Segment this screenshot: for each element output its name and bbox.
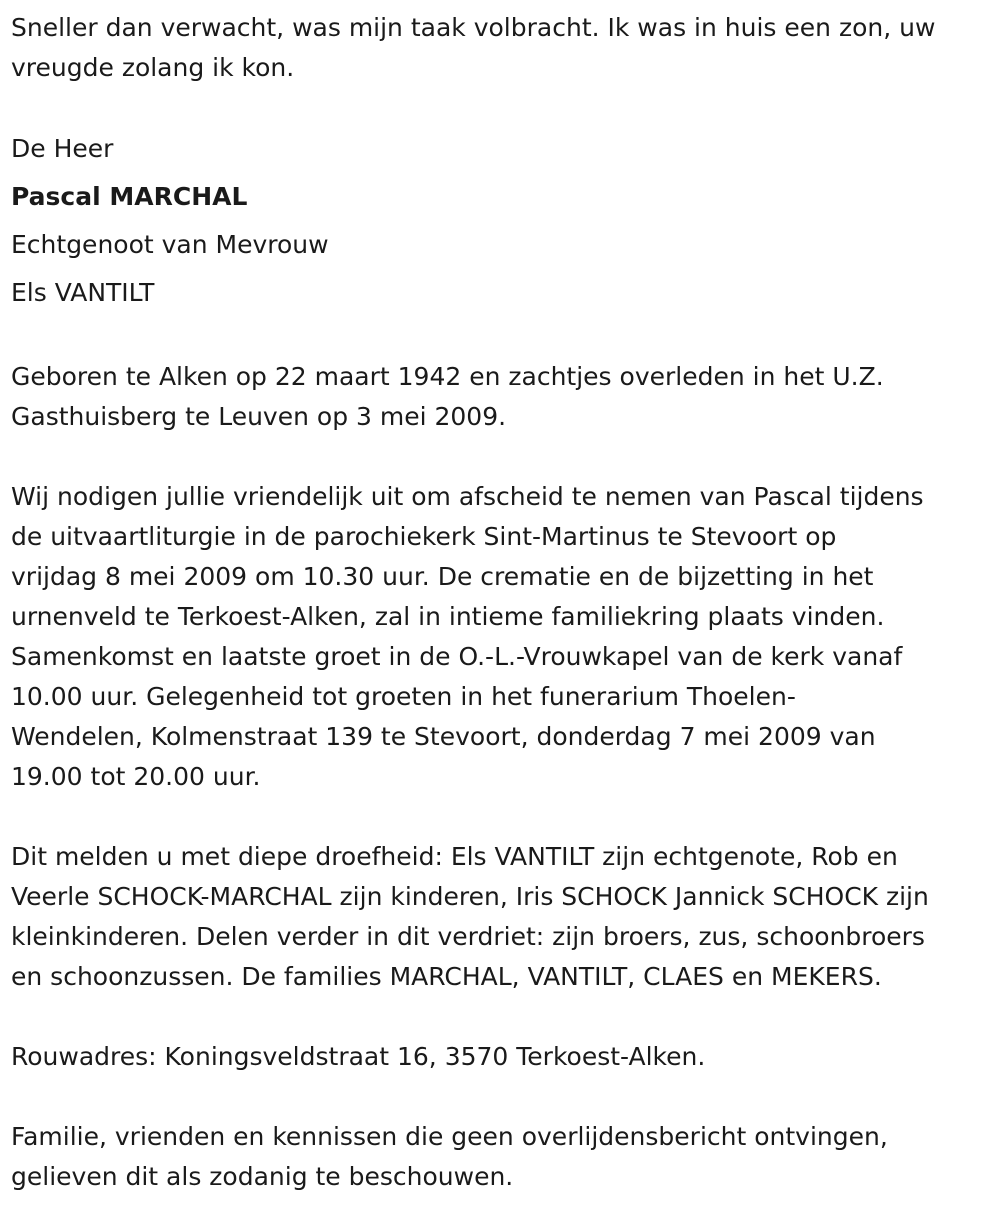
ceremony-line: 19.00 tot 20.00 uur. [11, 762, 261, 791]
intro-line: vreugde zolang ik kon. [11, 53, 295, 82]
deceased-name: Pascal MARCHAL [11, 182, 248, 211]
family-line: Dit melden u met diepe droefheid: Els VANTILT zijn echtgenote, Rob en [11, 842, 898, 871]
family-line: en schoonzussen. De families MARCHAL, VANTILT, CLAES en MEKERS. [11, 962, 882, 991]
ceremony-line: Samenkomst en laatste groet in de O.-L.-Vrouwkapel van de kerk vanaf [11, 642, 903, 671]
family-line: kleinkinderen. Delen verder in dit verdriet: zijn broers, zus, schoonbroers [11, 922, 925, 951]
ceremony-line: de uitvaartliturgie in de parochiekerk Sint-Martinus te Stevoort op [11, 522, 837, 551]
closing-line: Familie, vrienden en kennissen die geen overlijdensbericht ontvingen, [11, 1122, 888, 1151]
family-paragraph [11, 837, 1000, 997]
ceremony-line: Wij nodigen jullie vriendelijk uit om afscheid te nemen van Pascal tijdens [11, 482, 924, 511]
address-paragraph [11, 1037, 1000, 1077]
birth-death-line: Geboren te Alken op 22 maart 1942 en zachtjes overleden in het U.Z. [11, 362, 884, 391]
spouse-name: Els VANTILT [11, 278, 155, 307]
birth-death-line: Gasthuisberg te Leuven op 3 mei 2009. [11, 402, 507, 431]
salutation: De Heer [11, 134, 114, 163]
deceased-block [11, 125, 1000, 317]
intro-line: Sneller dan verwacht, was mijn taak volbracht. Ik was in huis een zon, uw [11, 13, 936, 42]
relation-text: Echtgenoot van Mevrouw [11, 230, 329, 259]
family-line: Veerle SCHOCK-MARCHAL zijn kinderen, Iris SCHOCK Jannick SCHOCK zijn [11, 882, 929, 911]
ceremony-line: vrijdag 8 mei 2009 om 10.30 uur. De crematie en de bijzetting in het [11, 562, 874, 591]
intro-paragraph [11, 8, 1000, 88]
mourning-address: Rouwadres: Koningsveldstraat 16, 3570 Terkoest-Alken. [11, 1042, 706, 1071]
ceremony-line: 10.00 uur. Gelegenheid tot groeten in het funerarium Thoelen- [11, 682, 796, 711]
ceremony-line: Wendelen, Kolmenstraat 139 te Stevoort, donderdag 7 mei 2009 van [11, 722, 876, 751]
closing-line: gelieven dit als zodanig te beschouwen. [11, 1162, 514, 1191]
ceremony-line: urnenveld te Terkoest-Alken, zal in intieme familiekring plaats vinden. [11, 602, 885, 631]
birth-death-paragraph [11, 357, 1000, 437]
ceremony-paragraph [11, 477, 1000, 797]
closing-paragraph [11, 1117, 1000, 1197]
